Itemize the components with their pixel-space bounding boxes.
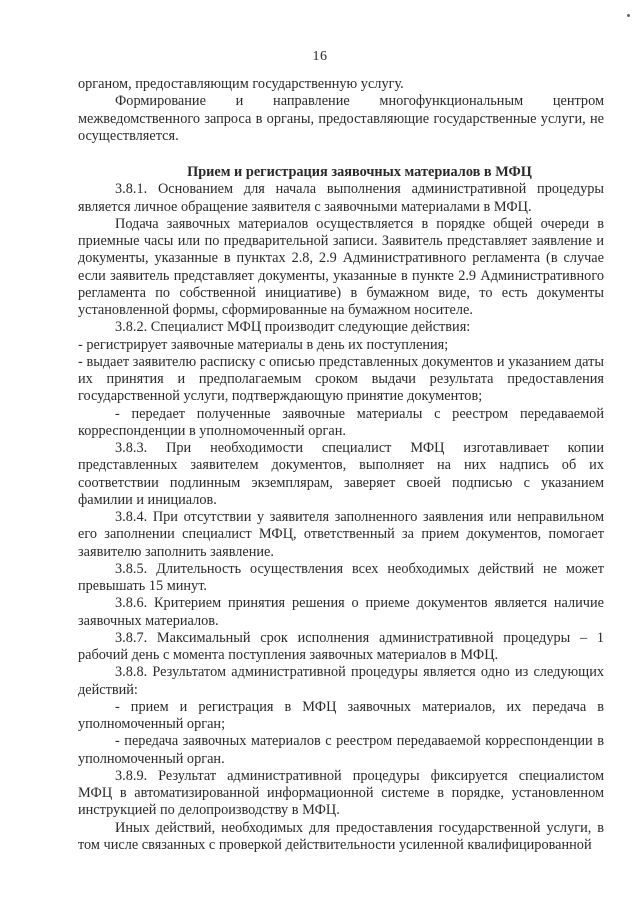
paragraph: 3.8.9. Результат административной процедуры фиксируется специалистом МФЦ в автоматизированной информационной системе в порядке, установленном инструкцией по делопроизводству в МФЦ. bbox=[78, 767, 604, 819]
paragraph: Формирование и направление многофункциональным центром межведомственного запроса в органы, предоставляющие государственные услуги, не осуществляется. bbox=[78, 93, 604, 144]
paragraph: органом, предоставляющим государственную услугу. bbox=[78, 76, 404, 92]
list-item: - прием и регистрация в МФЦ заявочных материалов, их передача в уполномоченный орган; bbox=[78, 698, 604, 732]
paragraph: Иных действий, необходимых для предоставления государственной услуги, в том числе связанных с проверкой действительности усиленной квалифицированной bbox=[78, 819, 604, 853]
list-item: - передает полученные заявочные материалы с реестром передаваемой корреспонденции в уполномоченный орган. bbox=[78, 405, 604, 439]
scan-dot bbox=[627, 14, 630, 17]
paragraph: 3.8.1. Основанием для начала выполнения административной процедуры является личное обращение заявителя с заявочными материалами в МФЦ. bbox=[78, 181, 604, 215]
paragraph: 3.8.2. Специалист МФЦ производит следующие действия: bbox=[115, 319, 471, 336]
list-item: - регистрирует заявочные материалы в день их поступления; bbox=[78, 336, 449, 353]
paragraph: 3.8.5. Длительность осуществления всех необходимых действий не может превышать 15 минут. bbox=[78, 560, 604, 594]
document-body bbox=[78, 76, 604, 854]
list-item: - передача заявочных материалов с реестром передаваемой корреспонденции в уполномоченный орган. bbox=[78, 733, 604, 767]
section-heading: Прием и регистрация заявочных материалов в МФЦ bbox=[187, 164, 532, 180]
paragraph: 3.8.8. Результатом административной процедуры является одно из следующих действий: bbox=[78, 664, 604, 698]
paragraph: 3.8.3. При необходимости специалист МФЦ изготавливает копии представленных заявителем документов, выполняет на них надпись об их соответствии подлинным экземплярам, заверяет своей подписью с указанием фамилии и инициалов. bbox=[78, 440, 604, 508]
list-item: - выдает заявителю расписку с описью представленных документов и указанием даты их принятия и предполагаемым сроком выдачи результата предоставления государственной услуги, подтверждающую принятие документов; bbox=[78, 353, 604, 405]
paragraph: 3.8.4. При отсутствии у заявителя заполненного заявления или неправильном его заполнении специалист МФЦ, ответственный за прием документов, помогает заявителю заполнить заявление. bbox=[78, 509, 604, 560]
page-number: 16 bbox=[312, 49, 328, 64]
paragraph: Подача заявочных материалов осуществляется в порядке общей очереди в приемные часы или по предварительной записи. Заявитель представляет заявление и документы, указанные в пунктах 2.8, 2.9 Административного регламента (в случае если заявитель представляет документы, указанные в пункте 2.9 Административного регламента по собственной инициативе) в бумажном виде, то есть документы установленной формы, сформированные на бумажном носителе. bbox=[78, 215, 604, 318]
paragraph: 3.8.7. Максимальный срок исполнения административной процедуры – 1 рабочий день с момента поступления заявочных материалов в МФЦ. bbox=[78, 629, 604, 663]
paragraph: 3.8.6. Критерием принятия решения о приеме документов является наличие заявочных материалов. bbox=[78, 595, 604, 629]
